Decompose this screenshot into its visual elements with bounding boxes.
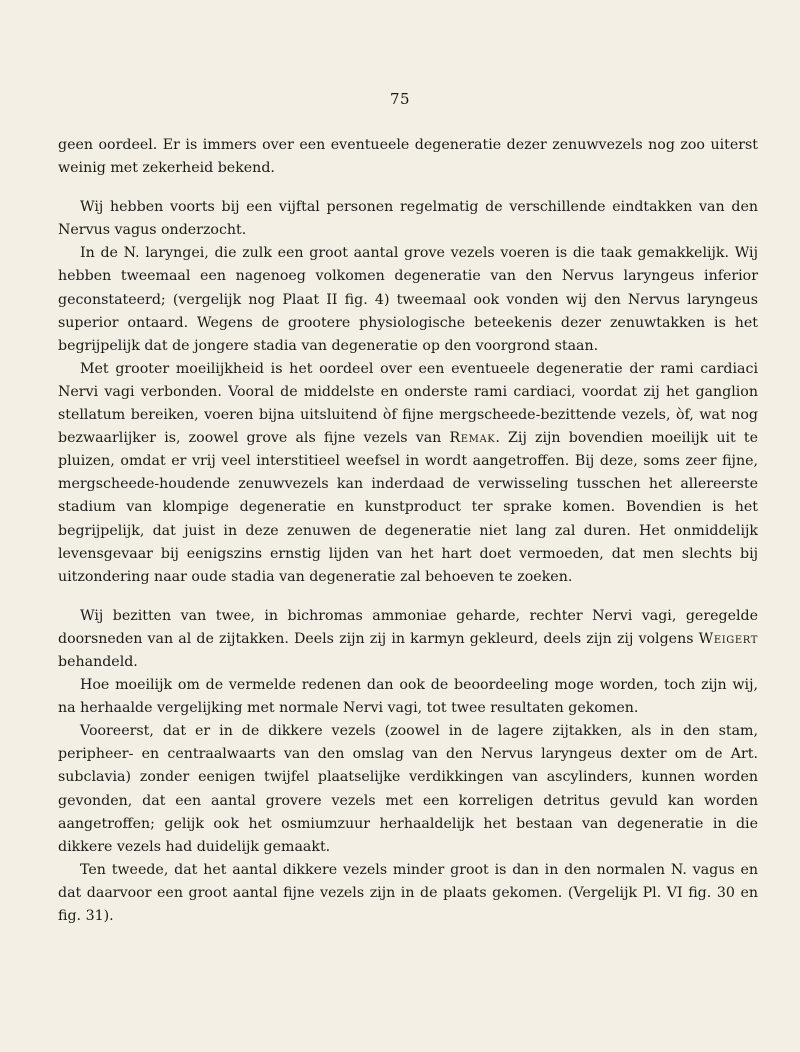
author-name: Weigert [698,630,758,647]
text-segment: Vooreerst, dat er in de dikkere vezels (zoowel in de lagere zijtakken, als in den stam, peripheer- en centraalwaarts van den omslag van den Nervus laryngeus dexter om de Art. subclavia) zonder eenigen twijfel plaatselijke verdikkingen van ascylinders, kunnen worden gevonden, dat een aantal grovere vezels met een korreligen detritus gevuld kan worden aangetroffen; gelijk ook het osmiumzuur herhaaldelijk het bestaan van degeneratie in die dikkere vezels had duidelijk gemaakt. [58,723,758,855]
paragraph-p5 [58,605,758,674]
page-number: 75 [389,90,411,108]
paragraph-p6 [58,674,758,720]
paragraph-p4 [58,358,758,589]
text-segment: Met grooter moeilijkheid is het oordeel over een eventueele degeneratie der rami cardiaci Nervi vagi verbonden. Vooral de middelste en onderste rami cardiaci, voordat zij het ganglion stellatum bereiken, voeren bijna uitsluitend òf fijne mergscheede-bezittende vezels, òf, wat nog bezwaarlijker is, zoowel grove als fijne vezels van [58,360,758,447]
paragraph-p7 [58,720,758,859]
paragraph-p2 [58,196,758,242]
paragraph-p8 [58,859,758,928]
body-text [58,134,758,928]
paragraph-p1 [58,134,758,180]
text-segment: behandeld. [58,653,138,670]
text-segment: Ten tweede, dat het aantal dikkere vezels minder groot is dan in den normalen N. vagus en dat daarvoor een groot aantal fijne vezels zijn in de plaats gekomen. (Vergelijk Pl. VI fig. 30 en fig. 31). [58,861,758,924]
text-segment: In de N. laryngei, die zulk een groot aantal grove vezels voeren is die taak gemakkelijk. Wij hebben tweemaal een nagenoeg volkomen degeneratie van den Nervus laryngeus inferior geconstateerd; (vergelijk nog Plaat II fig. 4) tweemaal ook vonden wij den Nervus laryngeus superior ontaard. Wegens de grootere physiologische beteekenis dezer zenuwtakken is het begrijpelijk dat de jongere stadia van degeneratie op den voorgrond staan. [58,245,758,354]
text-segment: Hoe moeilijk om de vermelde redenen dan ook de beoordeeling moge worden, toch zijn wij, na herhaalde vergelijking met normale Nervi vagi, tot twee resultaten gekomen. [58,677,758,717]
text-segment: . Zij zijn bovendien moeilijk uit te pluizen, omdat er vrij veel interstitieel weefsel in wordt aangetroffen. Bij deze, soms zeer fijne, mergscheede-houdende zenuwvezels kan inderdaad de verwisseling tusschen het allereerste stadium van klompige degeneratie en kunstproduct ter sprake komen. Bovendien is het begrijpelijk, dat juist in deze zenuwen de degeneratie niet lang zal duren. Het onmiddelijk levensgevaar bij eenigszins ernstig lijden van het hart doet vermoeden, dat men slechts bij uitzondering naar oude stadia van degeneratie zal behoeven te zoeken. [58,430,758,585]
text-segment: Wij bezitten van twee, in bichromas ammoniae geharde, rechter Nervi vagi, geregelde doorsneden van al de zijtakken. Deels zijn zij in karmyn gekleurd, deels zijn zij volgens [58,607,758,647]
text-segment: Wij hebben voorts bij een vijftal personen regelmatig de verschillende eindtakken van den Nervus vagus onderzocht. [58,199,758,239]
author-name: Remak [449,430,496,447]
paragraph-p3 [58,242,758,357]
text-segment: geen oordeel. Er is immers over een eventueele degeneratie dezer zenuwvezels nog zoo uiterst weinig met zekerheid bekend. [58,137,758,177]
